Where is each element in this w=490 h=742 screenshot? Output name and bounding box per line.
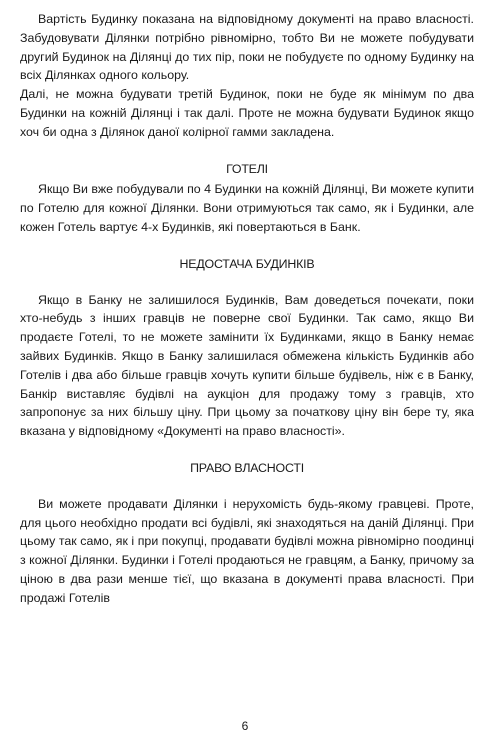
page-number: 6 xyxy=(241,719,249,733)
intro-paragraph-1: Вартість Будинку показана на відповідному документі на право власності. Забудовувати Ділянки потрібно рівномірно, тобто Ви не можете побудувати другий Будинок на Ділянці до тих пір, поки не побудуєте по одному Будинку на всіх Ділянках одного кольору. xyxy=(20,12,474,83)
intro-paragraph-2: Далі, не можна будувати третій Будинок, поки не буде як мінімум по два Будинки на кожній Ділянці і так далі. Проте не можна будувати Будинок якщо хоч би одна з Ділянок даної колірної гамми закладена. xyxy=(20,87,474,139)
shortage-paragraph: Якщо в Банку не залишилося Будинків, Вам доведеться почекати, поки хто-небудь з інших гравців не поверне свої Будинки. Так само, якщо Ви продаєте Готелі, то не можете замінити їх Будинками, якщо в Банку немає зайвих Будинків. Якщо в Банку залишилася обмежена кількість Будинків або Готелів і два або більше гравців хочуть купити більше будівель, ніж є в Банку, Банкір виставляє будівлі на аукціон для продажу тому з гравців, хто запропонує за них більшу ціну. При цьому за початкову ціну він бере ту, яка вказана у відповідному «Документі на право власності». xyxy=(20,292,474,439)
spacer xyxy=(20,478,474,495)
spacer xyxy=(20,441,474,459)
ownership-heading: ПРАВО ВЛАСНОСТІ xyxy=(190,460,304,475)
spacer xyxy=(20,274,474,291)
hotels-heading: ГОТЕЛІ xyxy=(226,161,268,176)
ownership-paragraph: Ви можете продавати Ділянки і нерухомість будь-якому гравцеві. Проте, для цього необхідно продати всі будівлі, які знаходяться на даній Ділянці. При цьому так само, як і при покупці, продавати будівлі можна рівномірно поодинці з кожної Ділянки. Будинки і Готелі продаються не гравцям, а Банку, причому за ціною в два рази менше тієї, що вказана в документі права власності. При продажі Готелів xyxy=(20,496,474,605)
spacer xyxy=(20,237,474,255)
spacer xyxy=(20,142,474,160)
hotels-paragraph: Якщо Ви вже побудували по 4 Будинки на кожній Ділянці, Ви можете купити по Готелю для кожної Ділянки. Вони отримуються так само, як і Будинки, але кожен Готель вартує 4-х Будинків, які повертаються в Банк. xyxy=(20,182,474,234)
shortage-heading: НЕДОСТАЧА БУДИНКІВ xyxy=(179,256,315,271)
page-content xyxy=(20,10,474,608)
